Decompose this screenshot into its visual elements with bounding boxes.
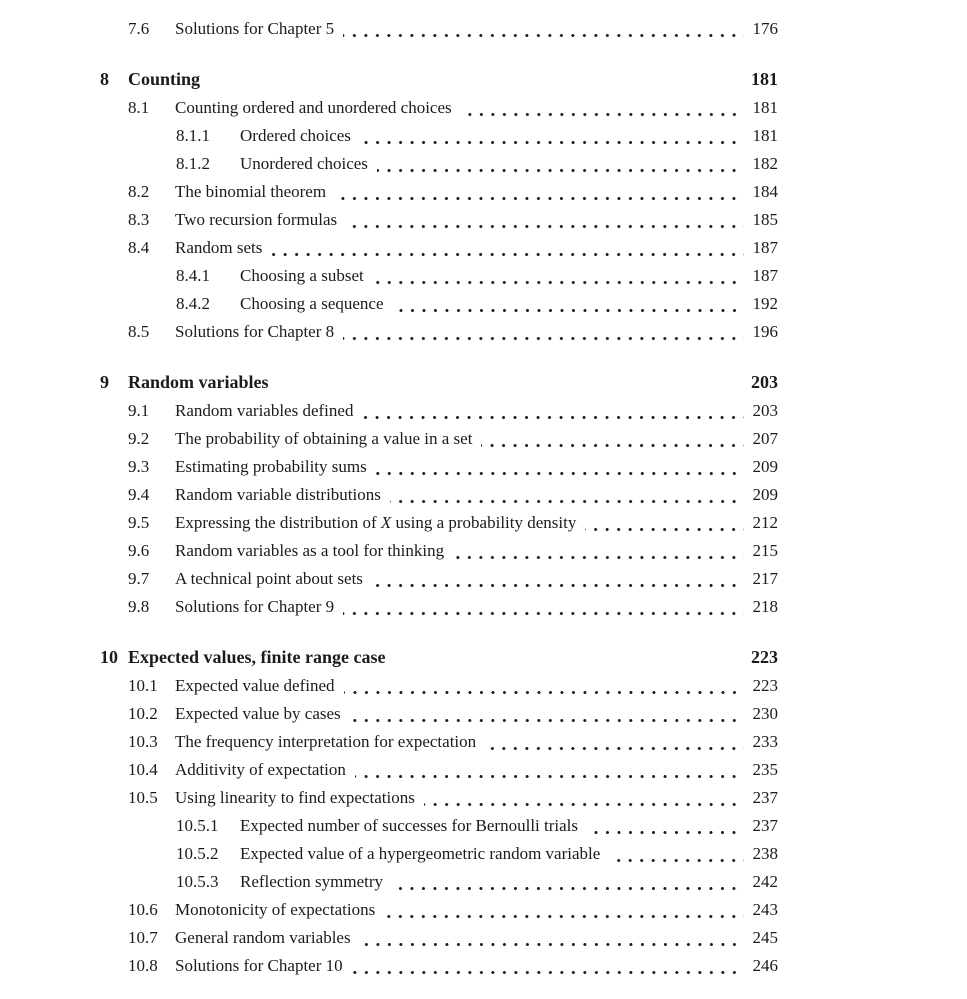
- toc-entry-number: 8.1.2: [176, 154, 210, 173]
- toc-entry-page: 209: [752, 457, 778, 476]
- toc-entry-10.5.3: [100, 868, 778, 896]
- toc-entry-page: 243: [752, 900, 778, 919]
- toc-entry-8.1: [100, 94, 778, 122]
- toc-entry-10.6: [100, 896, 778, 924]
- toc-entry-number: 8.1.1: [176, 126, 210, 145]
- toc-entry-number: 10: [100, 647, 118, 667]
- toc-entry-8.3: [100, 206, 778, 234]
- toc-entry-page: 196: [752, 322, 778, 341]
- toc-entry-number: 9.2: [128, 429, 150, 448]
- dot-leader: [424, 803, 744, 806]
- toc-entry-10.1: [100, 672, 778, 700]
- dot-leader: [384, 915, 744, 918]
- toc-entry-9.8: [100, 593, 778, 621]
- toc-entry-9.1: [100, 397, 778, 425]
- toc-entry-number: 10.3: [128, 732, 158, 751]
- toc-entry-8.1.1: [100, 122, 778, 150]
- toc-entry-9.3: [100, 453, 778, 481]
- dot-leader: [343, 34, 744, 37]
- toc-entry-page: 192: [752, 294, 778, 313]
- toc-entry-number: 9.5: [128, 513, 150, 532]
- toc-entry-10.4: [100, 756, 778, 784]
- toc-entry-9.7: [100, 565, 778, 593]
- toc-entry-title: Reflection symmetry: [240, 872, 384, 891]
- toc-entry-9: [100, 367, 778, 397]
- toc-entry-page: 187: [752, 266, 778, 285]
- toc-entry-number: 9.6: [128, 541, 150, 560]
- toc-entry-8.4.1: [100, 262, 778, 290]
- toc-entry-number: 10.5.1: [176, 816, 219, 835]
- toc-entry-number: 8.4.2: [176, 294, 210, 313]
- toc-entry-title: Solutions for Chapter 9: [175, 597, 335, 616]
- toc-entry-page: 235: [752, 760, 778, 779]
- toc-entry-page: 218: [752, 597, 778, 616]
- toc-entry-10.5: [100, 784, 778, 812]
- toc-entry-number: 9.3: [128, 457, 150, 476]
- toc-entry-page: 242: [752, 872, 778, 891]
- toc-entry-7.6: [100, 15, 778, 43]
- toc-entry-page: 185: [752, 210, 778, 229]
- toc-entry-title: Expressing the distribution of X using a probability density: [175, 513, 577, 532]
- toc-entry-title: Additivity of expectation: [175, 760, 346, 779]
- toc-entry-page: 215: [752, 541, 778, 560]
- dot-leader: [377, 169, 744, 172]
- dot-leader: [360, 141, 744, 144]
- dot-leader: [278, 388, 744, 391]
- dot-leader: [485, 747, 744, 750]
- toc-entry-number: 10.5: [128, 788, 158, 807]
- toc-entry-number: 10.6: [128, 900, 158, 919]
- toc-entry-number: 8.3: [128, 210, 150, 229]
- dot-leader: [346, 225, 744, 228]
- toc-entry-number: 7.6: [128, 19, 150, 38]
- toc-entry-page: 203: [752, 401, 778, 420]
- toc-entry-title: General random variables: [175, 928, 351, 947]
- dot-leader: [585, 528, 744, 531]
- toc-entry-title: Random variables: [128, 372, 269, 392]
- toc-entry-page: 207: [752, 429, 778, 448]
- toc-entry-number: 10.7: [128, 928, 158, 947]
- toc-entry-number: 10.5.2: [176, 844, 219, 863]
- dot-leader: [343, 612, 744, 615]
- toc-entry-9.6: [100, 537, 778, 565]
- toc-entry-9.2: [100, 425, 778, 453]
- toc-entry-page: 217: [752, 569, 778, 588]
- toc-entry-page: 181: [751, 69, 778, 89]
- toc-entry-number: 9.8: [128, 597, 150, 616]
- dot-leader: [587, 831, 744, 834]
- toc-entry-number: 9.1: [128, 401, 150, 420]
- dot-leader: [372, 584, 744, 587]
- toc-entry-page: 233: [752, 732, 778, 751]
- dot-leader: [461, 113, 744, 116]
- toc-entry-number: 8.5: [128, 322, 150, 341]
- toc-entry-number: 10.5.3: [176, 872, 219, 891]
- toc-entry-page: 223: [751, 647, 778, 667]
- toc-entry-page: 245: [752, 928, 778, 947]
- toc-entry-page: 181: [752, 126, 778, 145]
- toc-entry-title: Two recursion formulas: [175, 210, 338, 229]
- toc-entry-page: 209: [752, 485, 778, 504]
- toc-entry-title: Random variables as a tool for thinking: [175, 541, 445, 560]
- dot-leader: [350, 719, 744, 722]
- toc-entry-10.3: [100, 728, 778, 756]
- toc-entry-8.4.2: [100, 290, 778, 318]
- toc-entry-title: The frequency interpretation for expectation: [175, 732, 477, 751]
- toc-entry-number: 8.4.1: [176, 266, 210, 285]
- dot-leader: [453, 556, 744, 559]
- toc-entry-title: The probability of obtaining a value in a set: [175, 429, 473, 448]
- toc-entry-page: 238: [752, 844, 778, 863]
- toc-entry-page: 246: [752, 956, 778, 975]
- toc-entry-title: Choosing a sequence: [240, 294, 384, 313]
- toc-entry-page: 187: [752, 238, 778, 257]
- toc-entry-number: 10.1: [128, 676, 158, 695]
- toc-entry-title: The binomial theorem: [175, 182, 327, 201]
- dot-leader: [352, 971, 744, 974]
- toc-entry-title: Counting: [128, 69, 201, 89]
- toc-entry-number: 9.4: [128, 485, 150, 504]
- dot-leader: [373, 281, 744, 284]
- toc-entry-title: Expected number of successes for Bernoulli trials: [240, 816, 579, 835]
- toc-entry-title: Solutions for Chapter 10: [175, 956, 343, 975]
- toc-entry-title: Counting ordered and unordered choices: [175, 98, 452, 117]
- toc-entry-title: Expected value defined: [175, 676, 335, 695]
- toc-entry-number: 8.4: [128, 238, 150, 257]
- toc-entry-title: Expected values, finite range case: [128, 647, 386, 667]
- toc-entry-page: 212: [752, 513, 778, 532]
- toc-entry-title: Monotonicity of expectations: [175, 900, 376, 919]
- dot-leader: [394, 663, 744, 666]
- toc-entry-9.5: [100, 509, 778, 537]
- toc-entry-title: Choosing a subset: [240, 266, 364, 285]
- toc-entry-number: 10.4: [128, 760, 158, 779]
- toc-entry-title: Estimating probability sums: [175, 457, 367, 476]
- toc-entry-title: Expected value of a hypergeometric random variable: [240, 844, 601, 863]
- toc-entry-number: 9.7: [128, 569, 150, 588]
- toc-entry-page: 223: [752, 676, 778, 695]
- toc-entry-number: 9: [100, 372, 109, 392]
- toc-entry-number: 10.2: [128, 704, 158, 723]
- toc-entry-page: 237: [752, 816, 778, 835]
- toc-entry-8.1.2: [100, 150, 778, 178]
- toc-entry-title: Using linearity to find expectations: [175, 788, 415, 807]
- toc-entry-title: Ordered choices: [240, 126, 351, 145]
- dot-leader: [355, 775, 744, 778]
- toc-entry-number: 10.8: [128, 956, 158, 975]
- dot-leader: [390, 500, 744, 503]
- toc-entry-title: Solutions for Chapter 5: [175, 19, 335, 38]
- toc-entry-10: [100, 642, 778, 672]
- toc-entry-title: A technical point about sets: [175, 569, 363, 588]
- toc-entry-title: Unordered choices: [240, 154, 368, 173]
- toc-entry-8.4: [100, 234, 778, 262]
- toc-entry-page: 203: [751, 372, 778, 392]
- toc-entry-8.2: [100, 178, 778, 206]
- dot-leader: [609, 859, 744, 862]
- toc-entry-page: 182: [752, 154, 778, 173]
- toc-entry-10.5.2: [100, 840, 778, 868]
- toc-entry-8: [100, 64, 778, 94]
- dot-leader: [343, 337, 744, 340]
- toc-entry-8.5: [100, 318, 778, 346]
- toc-entry-page: 237: [752, 788, 778, 807]
- dot-leader: [271, 253, 744, 256]
- toc-entry-page: 176: [752, 19, 778, 38]
- toc-entry-title: Random sets: [175, 238, 263, 257]
- toc-entry-title: Random variables defined: [175, 401, 354, 420]
- dot-leader: [209, 85, 744, 88]
- toc-entry-9.4: [100, 481, 778, 509]
- dot-leader: [335, 197, 744, 200]
- dot-leader: [393, 309, 744, 312]
- toc-entry-title: Expected value by cases: [175, 704, 341, 723]
- dot-leader: [344, 691, 744, 694]
- toc-entry-10.5.1: [100, 812, 778, 840]
- toc-entry-10.8: [100, 952, 778, 980]
- dot-leader: [392, 887, 744, 890]
- toc-entry-10.7: [100, 924, 778, 952]
- dot-leader: [376, 472, 744, 475]
- toc-entry-title: Solutions for Chapter 8: [175, 322, 335, 341]
- toc-entry-number: 8.2: [128, 182, 150, 201]
- toc-entry-number: 8: [100, 69, 109, 89]
- toc-entry-page: 184: [752, 182, 778, 201]
- dot-leader: [360, 943, 744, 946]
- toc-entry-page: 230: [752, 704, 778, 723]
- dot-leader: [362, 416, 744, 419]
- toc-entry-title: Random variable distributions: [175, 485, 381, 504]
- toc-entry-number: 8.1: [128, 98, 150, 117]
- toc-entry-page: 181: [752, 98, 778, 117]
- toc-entry-10.2: [100, 700, 778, 728]
- dot-leader: [481, 444, 744, 447]
